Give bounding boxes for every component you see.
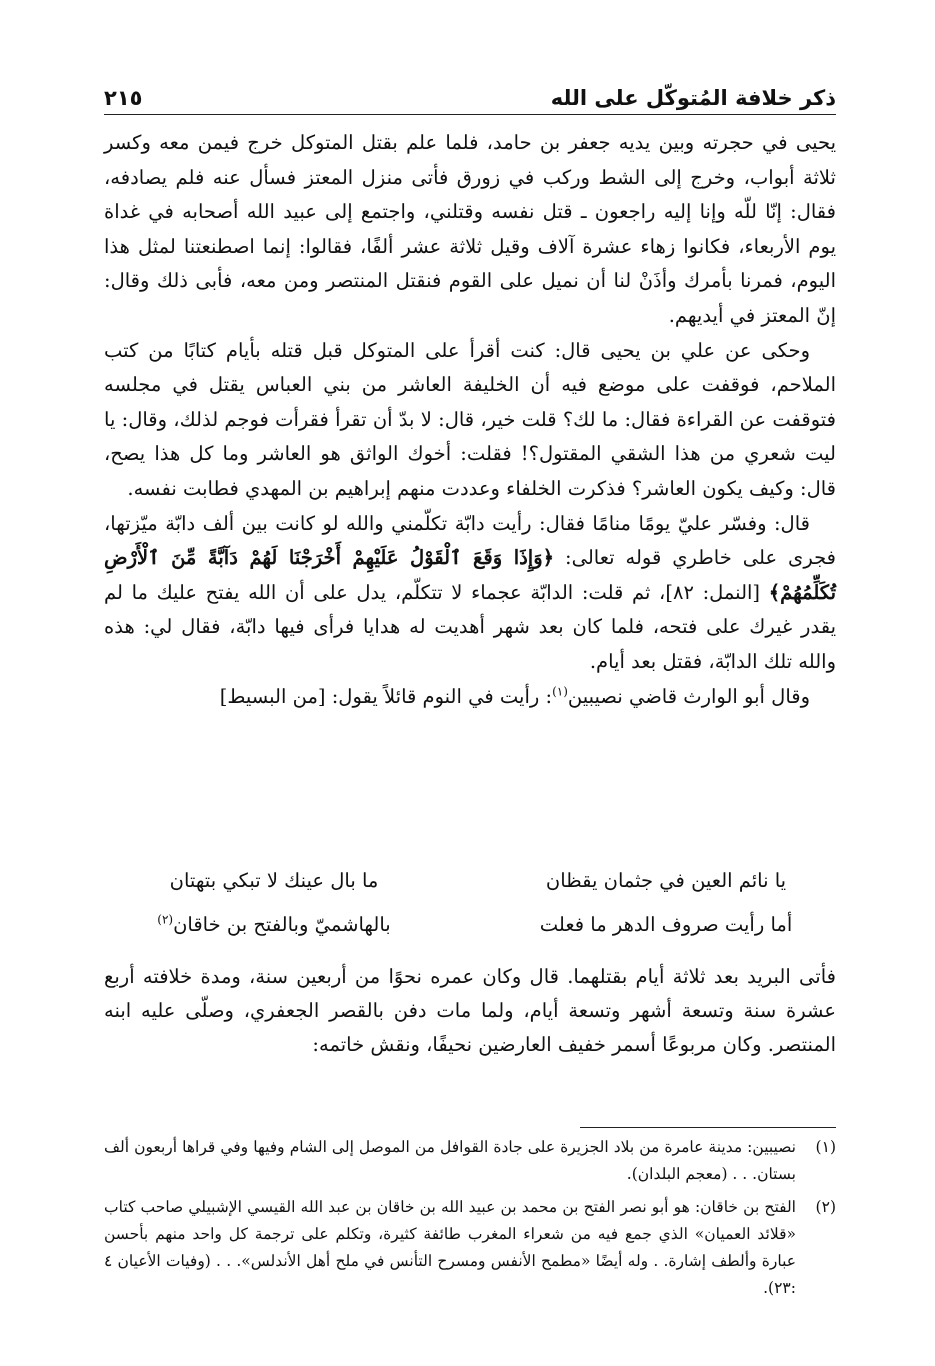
footnote-text: الفتح بن خاقان: هو أبو نصر الفتح بن محمد بن عبيد الله بن خاقان بن عبد الله القيسي الإشبيلي صاحب كتاب «قلائد العميان» الذي جمع فيه من شعراء المغرب طائفة كثيرة، وتكلم على ترجمة كل واحد منهم بأحسن عبارة وألطف إشارة. . وله أيضًا «مطمح الأنفس ومسرح التأنس في ملح أهل الأندلس». . . (وفيات الأعيان ٤ :٢٣). xyxy=(104,1198,796,1297)
chapter-title: ذكر خلافة المُتوكّل على الله xyxy=(550,86,836,110)
footnote-number: (١) xyxy=(815,1138,836,1156)
closing-paragraph: فأتى البريد بعد ثلاثة أيام بقتلهما. قال وكان عمره نحوًا من أربعين سنة، ومدة خلافته أربع عشرة سنة وتسعة أشهر وتسعة أيام، ولما مات دفن بالقصر الجعفري، وصلّى عليه ابنه المنتصر. وكان مربوعًا أسمر خفيف العارضين نحيفًا، ونقش خاتمه: xyxy=(104,965,836,1056)
hemistich-first: يا نائم العين في جثمان يقظان xyxy=(545,869,787,892)
poem xyxy=(104,866,836,940)
main-text xyxy=(104,126,836,714)
paragraph-1: يحيى في حجرته وبين يديه جعفر بن حامد، فلما علم بقتل المتوكل خرج فيمن معه وكسر ثلاثة أبواب، وخرج إلى الشط وركب في زورق فأتى منزل المعتز فسأل عنه فلم يصادفه، فقال: إنّا للّه وإنا إليه راجعون ـ قتل نفسه وقتلني، واجتمع إلى عبيد الله أصحابه في غداة يوم الأربعاء، فكانوا زهاء عشرة آلاف وقيل ثلاثة عشر ألفًا، فقالوا: إنما اصطنعتنا لمثل هذا اليوم، فمرنا بأمرك وأذَنْ لنا أن نميل على القوم فنقتل المنتصر ومن معه، فأبى ذلك وقال: إنّ المعتز في أيديهم. xyxy=(104,131,836,327)
paragraph-3-end: [النمل: ٨٢]، ثم قلت: الدابّة عجماء لا تتكلّم، يدل على أن الله يفتح عليك ما لم يقدر غيرك على فتحه، فلما كان بعد شهر أهديت له هدايا فرأى فيها دابّة، فقال لي: هذه والله تلك الدابّة، فقتل بعد أيام. xyxy=(104,580,836,673)
footnote-divider xyxy=(580,1127,836,1128)
hemistich-second: ما بال عينك لا تبكي بتهتان xyxy=(169,869,379,892)
poem-line-2 xyxy=(104,910,836,940)
footnotes xyxy=(104,1134,836,1308)
running-header xyxy=(104,66,836,110)
page-number: ٢١٥ xyxy=(104,86,143,110)
hemistich-first: أما رأيت صروف الدهر ما فعلت xyxy=(539,913,793,936)
paragraph-3 xyxy=(104,507,836,680)
paragraph-3-start: قال: وفسّر عليّ يومًا منامًا فقال: رأيت دابّة تكلّمني والله لو كانت بين ألف دابّة ميّزتها، فجرى على خاطري قوله تعالى: xyxy=(104,511,836,570)
footnote-1 xyxy=(104,1134,836,1188)
footnote-2 xyxy=(104,1194,836,1302)
footnote-ref-2[interactable]: (٢) xyxy=(157,912,174,927)
header-divider xyxy=(104,114,836,115)
paragraph-4 xyxy=(104,680,836,715)
quran-verse: ﴿وَإِذَا وَقَعَ ٱلْقَوْلُ عَلَيْهِمْ أَخْرَجْنَا لَهُمْ دَآبَّةً مِّنَ ٱلْأَرْضِ تُكَلِّمُهُمْ﴾ xyxy=(104,546,837,604)
poem-line-1 xyxy=(104,866,836,896)
footnote-ref-1[interactable]: (١) xyxy=(552,684,568,698)
paragraph-2: وحكى عن علي بن يحيى قال: كنت أقرأ على المتوكل قبل قتله بأيام كتابًا من كتب الملاحم، فوقفت على موضع فيه أن الخليفة العاشر من بني العباس يقتل في مجلسه فتوقفت عن القراءة فقال: ما لك؟ قلت خير، قال: لا بدّ أن تقرأ فقرأت فوجم لذلك، وقال: يا ليت شعري من هذا الشقي المقتول؟! فقلت: أخوك الواثق هو العاشر وما كل هذا يصح، قال: وكيف يكون العاشر؟ فذكرت الخلفاء وعددت منهم إبراهيم بن المهدي فطابت نفسه. xyxy=(104,338,836,500)
paragraph-4-end: : رأيت في النوم قائلاً يقول: [من البسيط] xyxy=(219,684,553,708)
hemistich-text: بالهاشميّ وبالفتح بن خاقان xyxy=(173,913,391,936)
footnote-number: (٢) xyxy=(815,1198,836,1216)
hemistich-second xyxy=(104,910,444,940)
footnote-text: نصيبين: مدينة عامرة من بلاد الجزيرة على جادة القوافل من الموصل إلى الشام وفيها وفي قراها أربعون ألف بستان. . . (معجم البلدان). xyxy=(104,1138,796,1183)
paragraph-4-start: وقال أبو الوارث قاضي نصيبين xyxy=(567,684,810,708)
